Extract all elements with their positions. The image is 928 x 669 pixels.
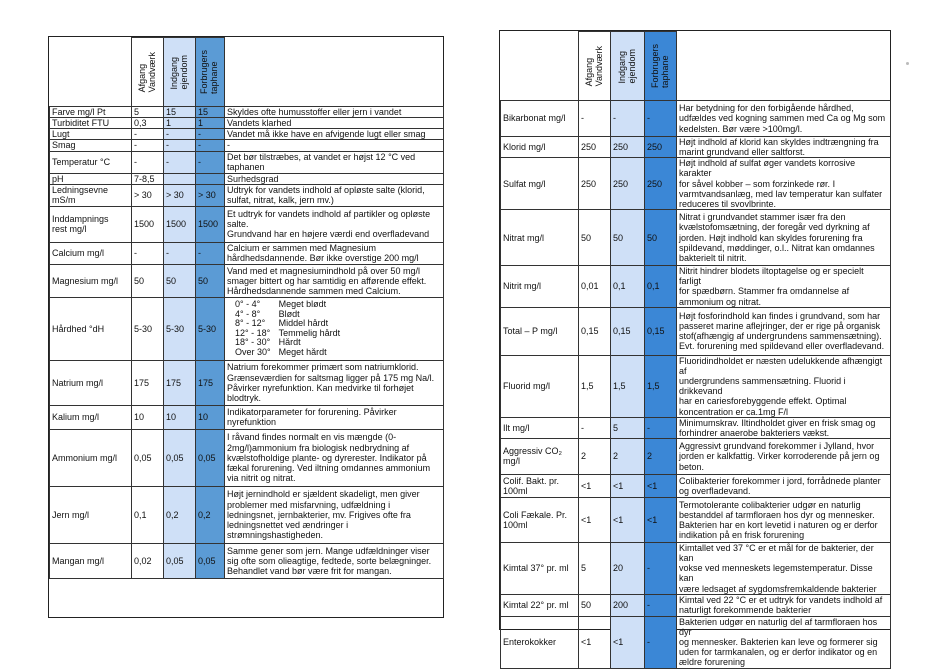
right-header-indgang: Indgang ejendom <box>611 32 645 101</box>
table-row <box>501 474 891 497</box>
description-cell: Vandet må ikke have en afvigende lugt eller smag <box>225 129 444 140</box>
value-indgang-cell: 50 <box>164 264 196 297</box>
description-cell: Højt indhold af klorid kan skyldes indtrængning fra marint grundvand eller saltforst. <box>677 137 891 158</box>
value-forbruger-cell: 0,05 <box>196 429 225 486</box>
parameter-cell: Kalium mg/l <box>50 405 132 429</box>
parameter-cell: Inddampnings rest mg/l <box>50 206 132 242</box>
table-row <box>501 438 891 474</box>
parameter-cell: Enterokokker <box>501 616 579 668</box>
description-cell: Samme gener som jern. Mange udfældninger viser sig ofte som olieagtige, fedtede, sorte belægninger. Behandlet vand bør være frit for mangan. <box>225 543 444 578</box>
hardness-range: 8° - 12° <box>235 319 266 329</box>
description-cell: - <box>225 140 444 151</box>
value-forbruger-cell: 175 <box>196 360 225 405</box>
description-cell: Colibakterier forekommer i jord, forrådnede planter og overfladevand. <box>677 474 891 497</box>
value-afgang-cell: 175 <box>132 360 164 405</box>
value-indgang-cell: 1,5 <box>611 355 645 417</box>
description-cell: Natrium forekommer primært som natriumklorid. Grænseværdien for saltsmag ligger på 175 mg Na/l. Påvirker nyrefunktion. Kan medvirke til forhøjet blodtryk. <box>225 360 444 405</box>
value-forbruger-cell: - <box>645 594 677 616</box>
value-afgang-cell: 10 <box>132 405 164 429</box>
value-forbruger-cell: - <box>196 140 225 151</box>
value-afgang-cell: <1 <box>579 497 611 542</box>
hardness-label: Hårdt <box>278 338 301 348</box>
value-forbruger-cell: 15 <box>196 107 225 118</box>
table-row <box>50 264 444 297</box>
right-header-forbruger: Forbrugers taphane <box>645 32 677 101</box>
table-row <box>501 497 891 542</box>
left-header-indgang: Indgang ejendom <box>164 38 196 107</box>
value-afgang-cell: 0,01 <box>579 266 611 308</box>
value-indgang-cell: 5-30 <box>164 297 196 360</box>
table-row <box>501 137 891 158</box>
value-afgang-cell: 2 <box>579 438 611 474</box>
table-row <box>501 542 891 594</box>
value-forbruger-cell: - <box>645 542 677 594</box>
right-sheet <box>499 30 891 668</box>
value-afgang-cell: 50 <box>579 210 611 266</box>
value-indgang-cell: - <box>611 101 645 137</box>
table-row <box>50 242 444 264</box>
value-indgang-cell: - <box>164 140 196 151</box>
parameter-cell: Total – P mg/l <box>501 307 579 355</box>
hardness-range: 18° - 30° <box>235 338 271 348</box>
table-row <box>50 486 444 543</box>
description-cell: Aggressivt grundvand forekommer i Jylland, hvor jorden er kalkfattig. Virker korroderende på jern og beton. <box>677 438 891 474</box>
value-indgang-cell: 175 <box>164 360 196 405</box>
hardness-row <box>227 338 342 347</box>
value-indgang-cell: 0,15 <box>611 307 645 355</box>
value-afgang-cell: 5 <box>579 542 611 594</box>
description-cell: Nitrit hindrer blodets iltoptagelse og er specielt farligt for spædbørn. Stammer fra omdannelse af ammonium og nitrat. <box>677 266 891 308</box>
value-indgang-cell: <1 <box>611 616 645 668</box>
value-indgang-cell: 0,1 <box>611 266 645 308</box>
table-row <box>50 140 444 151</box>
description-cell: Surhedsgrad <box>225 173 444 184</box>
value-forbruger-cell: - <box>196 151 225 173</box>
hardness-range: Over 30° <box>235 347 271 357</box>
description-cell: Udtryk for vandets indhold af opløste salte (klorid, sulfat, nitrat, kalk, jern mv.) <box>225 184 444 206</box>
parameter-cell: Ilt mg/l <box>501 417 579 438</box>
parameter-cell: Kimtal 37° pr. ml <box>501 542 579 594</box>
hardness-label: Middel hårdt <box>278 319 329 329</box>
value-afgang-cell: <1 <box>579 474 611 497</box>
description-cell <box>225 297 444 360</box>
value-indgang-cell: 250 <box>611 158 645 210</box>
value-forbruger-cell: 0,2 <box>196 486 225 543</box>
table-row <box>50 206 444 242</box>
value-afgang-cell: 1,5 <box>579 355 611 417</box>
value-afgang-cell: 0,05 <box>132 429 164 486</box>
description-cell: Minimumskrav. Iltindholdet giver en frisk smag og forhindrer anaerobe bakteriers vækst. <box>677 417 891 438</box>
hardness-row <box>227 329 342 338</box>
value-forbruger-cell: 1 <box>196 118 225 129</box>
value-forbruger-cell: - <box>645 616 677 668</box>
parameter-cell: Bikarbonat mg/l <box>501 101 579 137</box>
parameter-cell: Sulfat mg/l <box>501 158 579 210</box>
value-indgang-cell: 15 <box>164 107 196 118</box>
value-forbruger-cell: 0,15 <box>645 307 677 355</box>
value-indgang-cell: 200 <box>611 594 645 616</box>
parameter-cell: Magnesium mg/l <box>50 264 132 297</box>
description-cell: Vandets klarhed <box>225 118 444 129</box>
table-row <box>501 210 891 266</box>
description-cell: Højt jernindhold er sjældent skadeligt, men giver problemer med misfarvning, udfældning i ledningsnet, jernbakterier, mv. Frigives ofte fra ledningsnettet ved ændringer i strømningshastigheden. <box>225 486 444 543</box>
value-indgang-cell: 5 <box>611 417 645 438</box>
description-cell: Termotolerante colibakterier udgør en naturlig bestanddel af tarmfloraen hos dyr og mennesker. Bakterien har en kort levetid i naturen og er derfor indikation på en frisk forurening <box>677 497 891 542</box>
value-afgang-cell: > 30 <box>132 184 164 206</box>
value-forbruger-cell: 10 <box>196 405 225 429</box>
parameter-cell: Nitrit mg/l <box>501 266 579 308</box>
description-cell: I råvand findes normalt en vis mængde (0- 2mg/l)ammonium fra biologisk nedbrydning af kvælstofholdige plante- og dyrerester. Indikator på fækal forurening. Ved iltning omdannes ammonium via nitrit og nitrat. <box>225 429 444 486</box>
parameter-cell: Turbiditet FTU <box>50 118 132 129</box>
hardness-scale <box>227 300 342 357</box>
description-cell: Indikatorparameter for forurening. Påvirker nyrefunktion <box>225 405 444 429</box>
right-header-row <box>501 32 891 101</box>
value-indgang-cell: 1 <box>164 118 196 129</box>
parameter-cell: Fluorid mg/l <box>501 355 579 417</box>
value-forbruger-cell <box>196 173 225 184</box>
left-header-desc <box>225 38 444 107</box>
value-indgang-cell: - <box>164 151 196 173</box>
table-row <box>50 173 444 184</box>
description-cell: Højt indhold af sulfat øger vandets korrosive karakter for såvel kobber – som forzinkede rør. I varmtvandsanlæg, med lav temperatur kan sulfater reduceres til svovlbrinte. <box>677 158 891 210</box>
value-afgang-cell: 0,02 <box>132 543 164 578</box>
parameter-cell: Ammonium mg/l <box>50 429 132 486</box>
table-row <box>501 355 891 417</box>
value-afgang-cell: 5 <box>132 107 164 118</box>
hardness-row <box>227 319 342 328</box>
parameter-cell: Nitrat mg/l <box>501 210 579 266</box>
value-indgang-cell: - <box>164 129 196 140</box>
value-forbruger-cell: > 30 <box>196 184 225 206</box>
right-header-desc <box>677 32 891 101</box>
description-cell: Det bør tilstræbes, at vandet er højst 12 °C ved taphanen <box>225 151 444 173</box>
hardness-label: Meget hårdt <box>278 347 327 357</box>
table-row <box>501 101 891 137</box>
value-indgang-cell: 0,05 <box>164 543 196 578</box>
parameter-cell: Natrium mg/l <box>50 360 132 405</box>
value-afgang-cell: - <box>132 151 164 173</box>
value-afgang-cell: - <box>132 129 164 140</box>
value-indgang-cell: > 30 <box>164 184 196 206</box>
hardness-row <box>227 300 342 309</box>
value-indgang-cell: <1 <box>611 474 645 497</box>
value-indgang-cell: 2 <box>611 438 645 474</box>
table-row <box>50 543 444 578</box>
value-afgang-cell: 250 <box>579 158 611 210</box>
value-afgang-cell: 50 <box>579 594 611 616</box>
value-indgang-cell: - <box>164 242 196 264</box>
value-forbruger-cell: - <box>645 417 677 438</box>
parameter-cell: Smag <box>50 140 132 151</box>
value-forbruger-cell: - <box>645 101 677 137</box>
parameter-cell: Jern mg/l <box>50 486 132 543</box>
hardness-label: Temmelig hårdt <box>278 328 341 338</box>
left-header-forbruger: Forbrugers taphane <box>196 38 225 107</box>
left-header-row <box>50 38 444 107</box>
value-afgang-cell: 0,1 <box>132 486 164 543</box>
left-header-afgang: Afgang Vandværk <box>132 38 164 107</box>
description-cell: Kimtallet ved 37 °C er et mål for de bakterier, der kan vokse ved menneskets legemstemperatur. Disse kan være ledsaget af sygdomsfremkaldende bakterier <box>677 542 891 594</box>
right-water-quality-table <box>500 31 891 669</box>
value-indgang-cell: 50 <box>611 210 645 266</box>
value-forbruger-cell: <1 <box>645 474 677 497</box>
parameter-cell: Hårdhed °dH <box>50 297 132 360</box>
value-afgang-cell: - <box>579 101 611 137</box>
value-indgang-cell: 10 <box>164 405 196 429</box>
value-forbruger-cell: - <box>196 129 225 140</box>
value-forbruger-cell: 1500 <box>196 206 225 242</box>
left-water-quality-table <box>49 37 444 579</box>
description-cell: Skyldes ofte humusstoffer eller jern i vandet <box>225 107 444 118</box>
description-cell: Fluoridindholdet er næsten udelukkende afhængigt af undergrundens sammensætning. Fluorid i drikkevand har en cariesforebyggende effekt. Optimal koncentration er ca.1mg F/l <box>677 355 891 417</box>
value-forbruger-cell: 1,5 <box>645 355 677 417</box>
hardness-range: 4° - 8° <box>235 309 261 319</box>
table-row <box>50 360 444 405</box>
parameter-cell: Mangan mg/l <box>50 543 132 578</box>
table-row <box>50 405 444 429</box>
parameter-cell: Calcium mg/l <box>50 242 132 264</box>
parameter-cell: pH <box>50 173 132 184</box>
value-indgang-cell: 0,2 <box>164 486 196 543</box>
table-row <box>501 417 891 438</box>
value-indgang-cell: 1500 <box>164 206 196 242</box>
hardness-row <box>227 310 342 319</box>
parameter-cell: Kimtal 22° pr. ml <box>501 594 579 616</box>
description-cell: Vand med et magnesiumindhold på over 50 mg/l smager bittert og har samtidig en afførende effekt. Hårdhedsdannende sammen med Calcium. <box>225 264 444 297</box>
value-forbruger-cell: 50 <box>196 264 225 297</box>
table-row <box>50 107 444 118</box>
table-row <box>501 266 891 308</box>
parameter-cell: Coli Fækale. Pr. 100ml <box>501 497 579 542</box>
table-row <box>50 297 444 360</box>
parameter-cell: Klorid mg/l <box>501 137 579 158</box>
value-afgang-cell: - <box>132 140 164 151</box>
table-row <box>501 594 891 616</box>
left-sheet <box>48 36 444 618</box>
hardness-range: 12° - 18° <box>235 328 271 338</box>
value-forbruger-cell: - <box>196 242 225 264</box>
scan-speck <box>906 62 909 65</box>
table-row <box>501 158 891 210</box>
parameter-cell: Ledningsevne mS/m <box>50 184 132 206</box>
table-row <box>50 129 444 140</box>
value-afgang-cell: 0,15 <box>579 307 611 355</box>
value-indgang-cell: 250 <box>611 137 645 158</box>
value-afgang-cell: 1500 <box>132 206 164 242</box>
right-header-blank <box>501 32 579 101</box>
parameter-cell: Farve mg/l Pt <box>50 107 132 118</box>
description-cell: Har betydning for den forbigående hårdhed, udfældes ved kogning sammen med Ca og Mg som kedelsten. Bør være >100mg/l. <box>677 101 891 137</box>
description-cell: Kimtal ved 22 °C er et udtryk for vandets indhold af naturligt forekommende bakterier <box>677 594 891 616</box>
value-forbruger-cell: 250 <box>645 158 677 210</box>
value-afgang-cell: 5-30 <box>132 297 164 360</box>
description-cell: Nitrat i grundvandet stammer især fra den kvælstofomsætning, der foregår ved dyrkning af jorden. Højt indhold kan skyldes forurening fra spildevand, møddinger, o.l.. Nitrat kan omdannes bakterielt til nitrit. <box>677 210 891 266</box>
hardness-label: Blødt <box>278 309 300 319</box>
value-afgang-cell: 7-8,5 <box>132 173 164 184</box>
parameter-cell: Lugt <box>50 129 132 140</box>
description-cell: Calcium er sammen med Magnesium hårdhedsdannende. Bør ikke overstige 200 mg/l <box>225 242 444 264</box>
value-indgang-cell: <1 <box>611 497 645 542</box>
value-afgang-cell: 0,3 <box>132 118 164 129</box>
table-row <box>501 616 891 668</box>
hardness-range: 0° - 4° <box>235 300 261 310</box>
parameter-cell: Temperatur °C <box>50 151 132 173</box>
value-afgang-cell: - <box>579 417 611 438</box>
description-cell: Et udtryk for vandets indhold af partikler og opløste salte. Grundvand har en højere værdi end overfladevand <box>225 206 444 242</box>
value-indgang-cell: 20 <box>611 542 645 594</box>
value-indgang-cell: 0,05 <box>164 429 196 486</box>
parameter-cell: Aggressiv CO₂ mg/l <box>501 438 579 474</box>
value-forbruger-cell: 0,1 <box>645 266 677 308</box>
value-forbruger-cell: <1 <box>645 497 677 542</box>
left-table-body <box>50 107 444 579</box>
value-afgang-cell: 50 <box>132 264 164 297</box>
value-forbruger-cell: 5-30 <box>196 297 225 360</box>
value-afgang-cell: - <box>132 242 164 264</box>
table-row <box>50 184 444 206</box>
table-row <box>50 118 444 129</box>
description-cell: Højt fosforindhold kan findes i grundvand, som har passeret marine aflejringer, der er rige på organisk stof(afhængig af undergrundens sammensætning). Evt. forurening med spildevand eller overfladevand. <box>677 307 891 355</box>
description-cell: Bakterien udgør en naturlig del af tarmfloraen hos dyr og mennesker. Bakterien kan leve og formerer sig uden for tarmkanalen, og er derfor indikator og en ældre forurening <box>677 616 891 668</box>
value-forbruger-cell: 250 <box>645 137 677 158</box>
value-forbruger-cell: 2 <box>645 438 677 474</box>
value-indgang-cell <box>164 173 196 184</box>
value-forbruger-cell: 0,05 <box>196 543 225 578</box>
value-afgang-cell: <1 <box>579 616 611 668</box>
table-row <box>50 429 444 486</box>
value-afgang-cell: 250 <box>579 137 611 158</box>
hardness-label: Meget blødt <box>278 300 327 310</box>
hardness-row <box>227 348 342 357</box>
table-row <box>501 307 891 355</box>
value-forbruger-cell: 50 <box>645 210 677 266</box>
right-table-body <box>501 101 891 669</box>
table-row <box>50 151 444 173</box>
right-header-afgang: Afgang Vandværk <box>579 32 611 101</box>
left-header-blank <box>50 38 132 107</box>
parameter-cell: Colif. Bakt. pr. 100ml <box>501 474 579 497</box>
